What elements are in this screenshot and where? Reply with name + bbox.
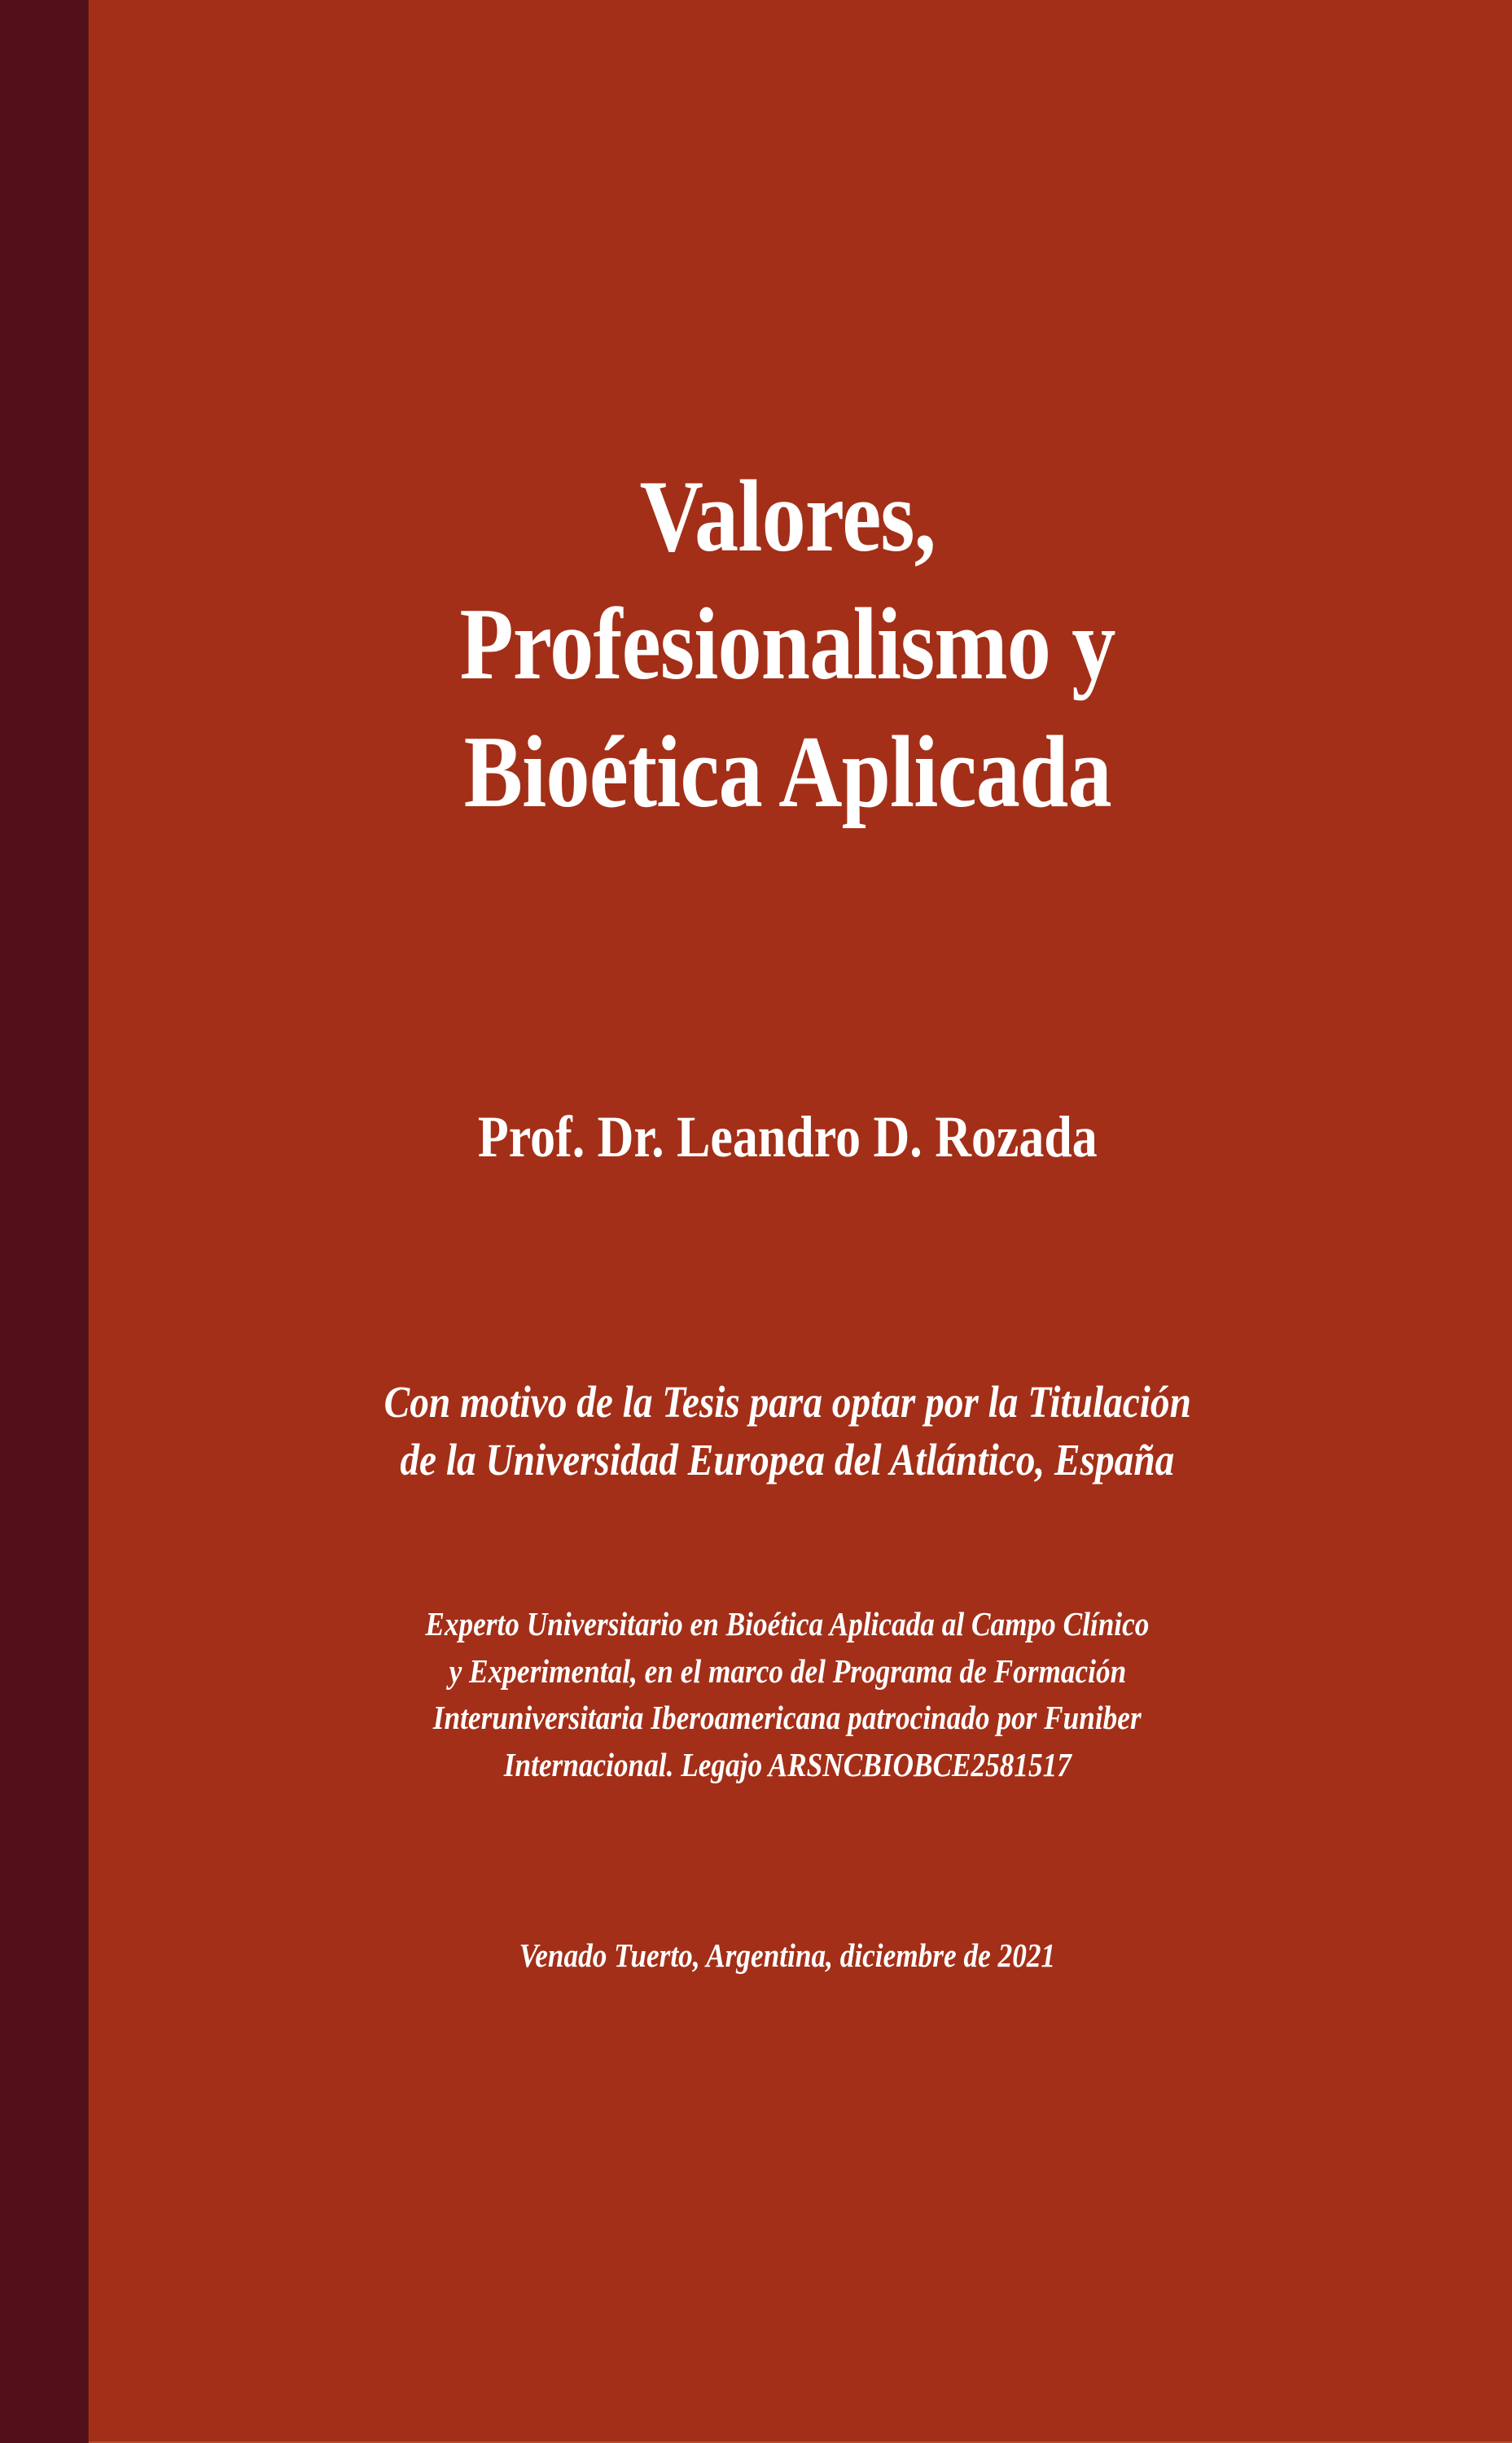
thesis-motive [89, 1373, 1486, 1489]
book-title [89, 453, 1486, 836]
place-and-date: Venado Tuerto, Argentina, diciembre de 2021 [519, 1936, 1056, 1974]
title-line: Profesionalismo y [459, 588, 1115, 701]
expert-line: y Experimental, en el marco del Programa de Formación [449, 1651, 1126, 1690]
author-name: Prof. Dr. Leandro D. Rozada [477, 1104, 1098, 1169]
expert-line: Internacional. Legajo ARSNCBIOBCE2581517 [503, 1745, 1072, 1783]
title-line: Valores, [639, 460, 936, 573]
motive-line: de la Universidad Europea del Atlántico, España [400, 1435, 1175, 1485]
title-line: Bioética Aplicada [463, 716, 1111, 829]
expert-program-description [89, 1601, 1486, 1788]
expert-line: Experto Universitario en Bioética Aplicada al Campo Clínico [425, 1605, 1150, 1643]
book-spine [0, 0, 89, 2443]
expert-line: Interuniversitaria Iberoamericana patrocinado por Funiber [433, 1699, 1142, 1736]
motive-line: Con motivo de la Tesis para optar por la Titulación [383, 1377, 1191, 1427]
book-cover [89, 0, 1512, 2443]
